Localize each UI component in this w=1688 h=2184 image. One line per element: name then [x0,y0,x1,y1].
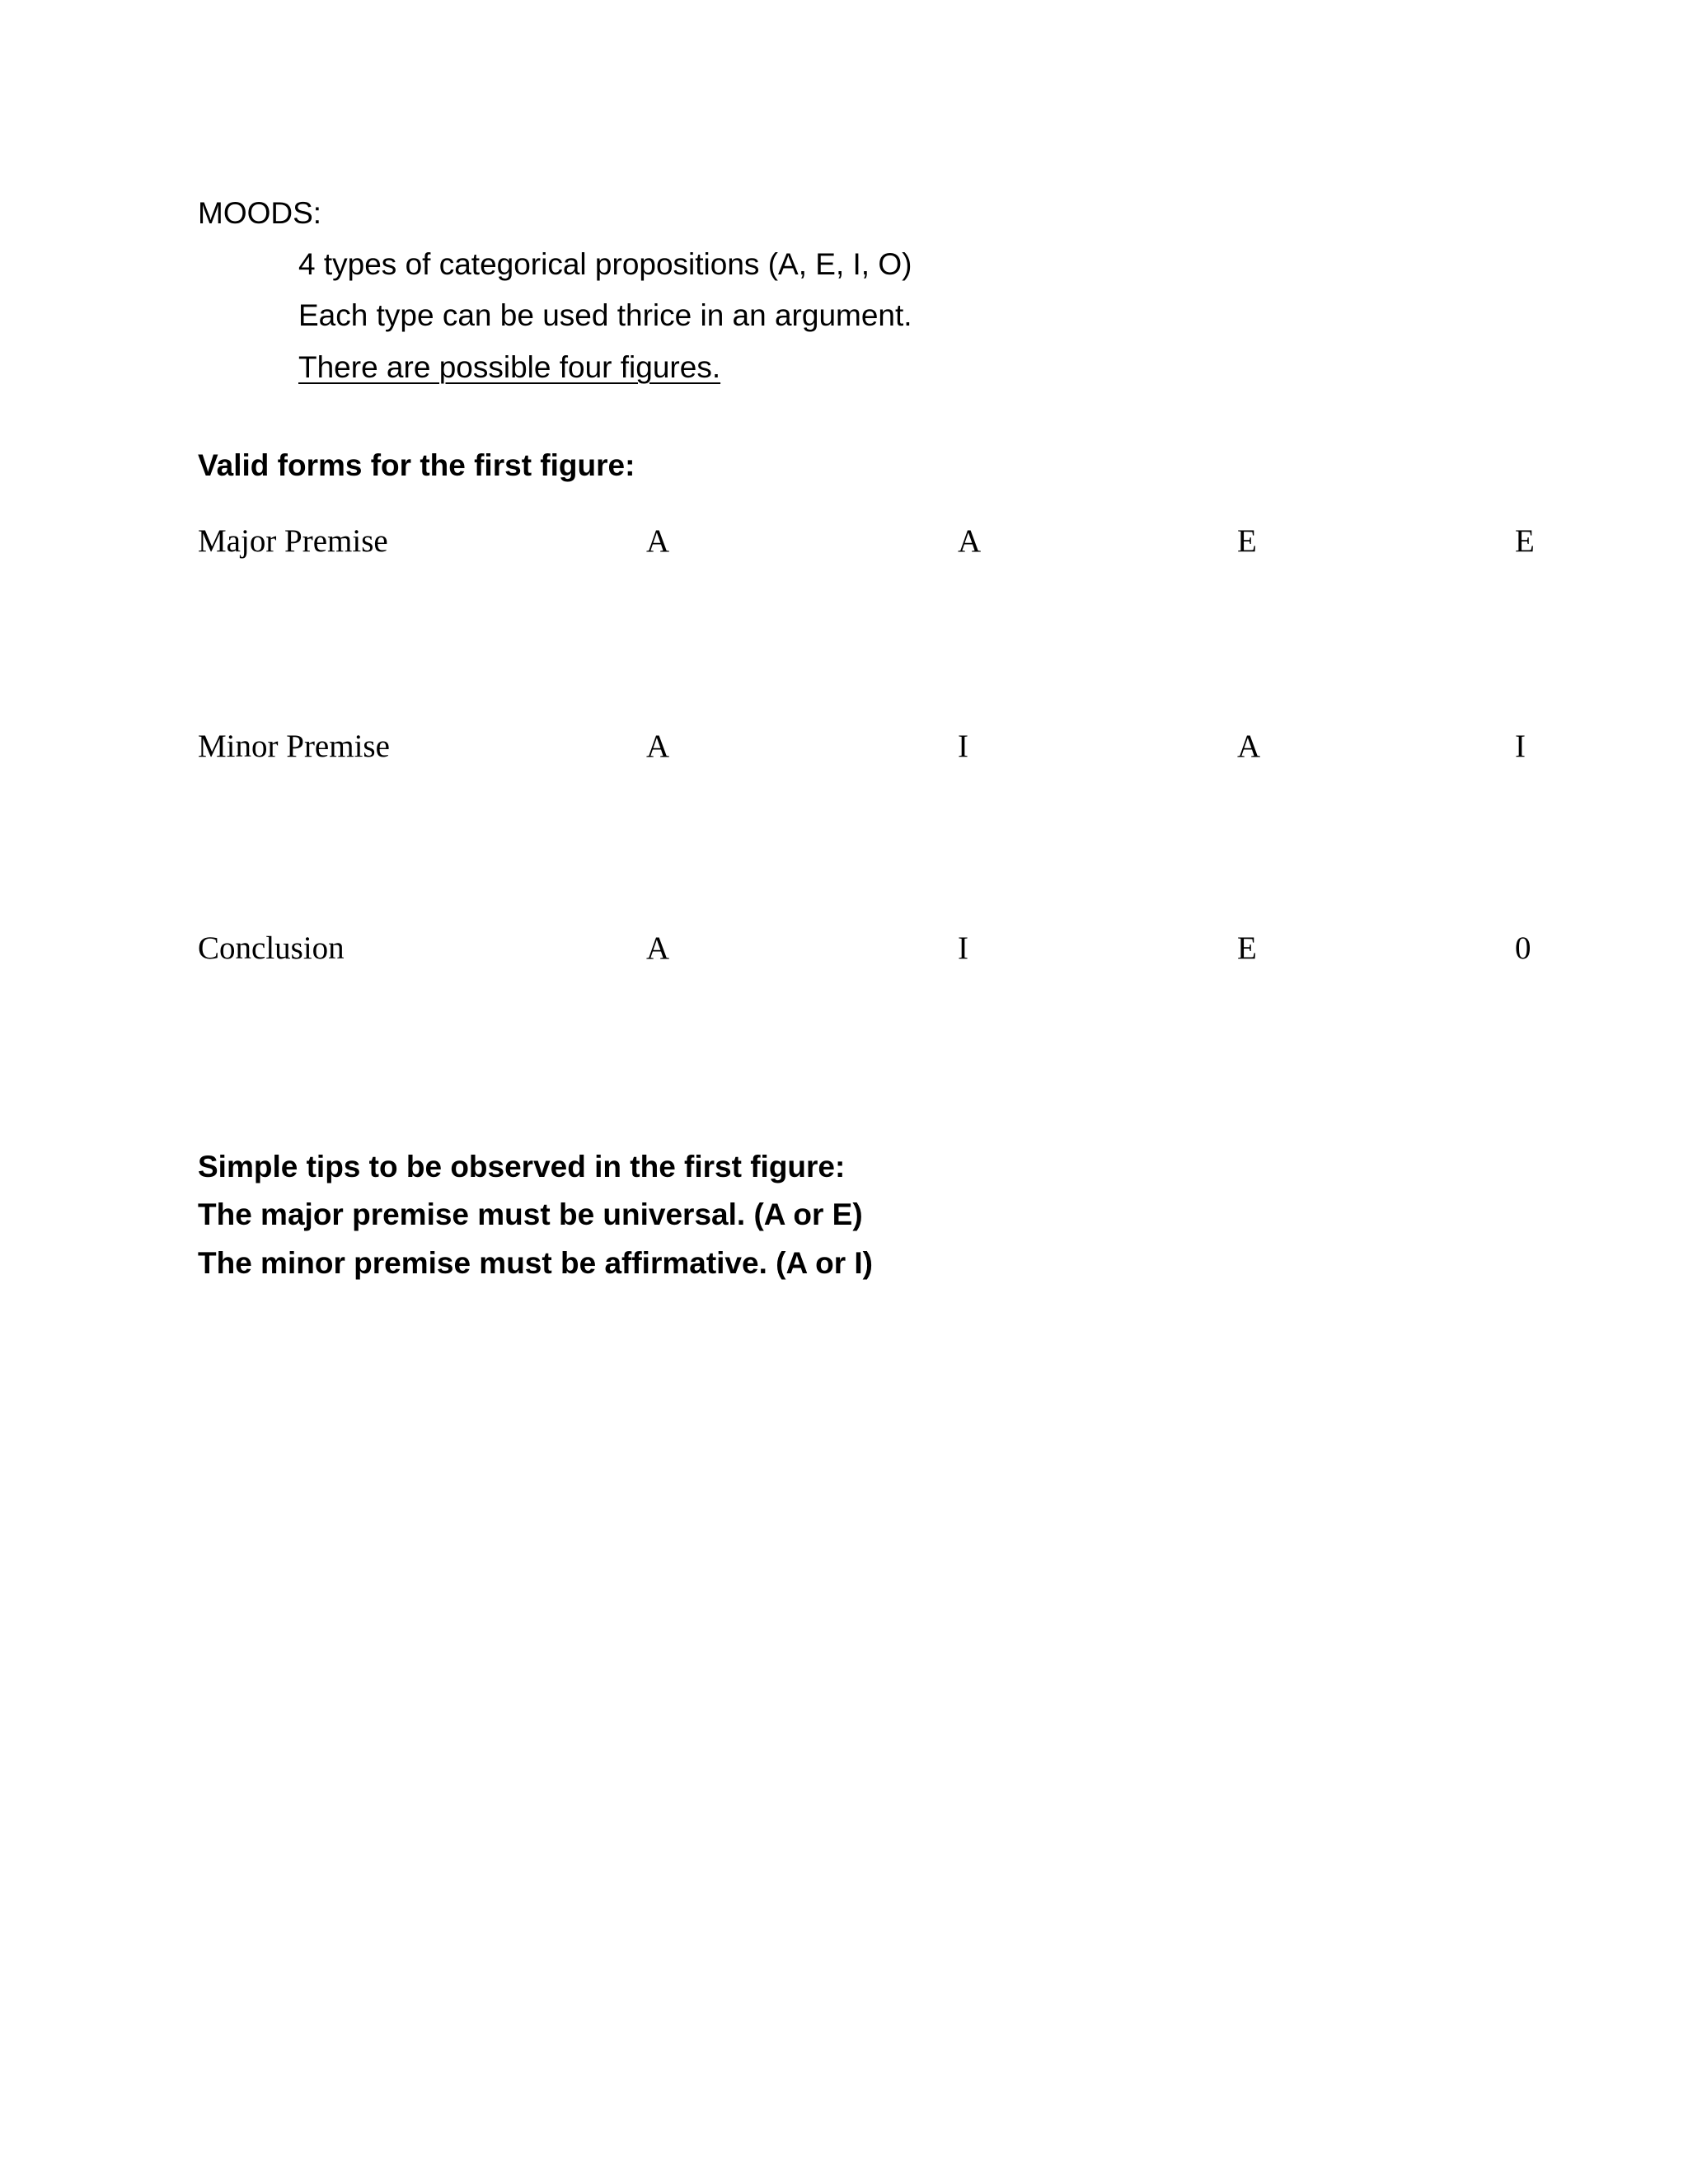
moods-line-figures: There are possible four figures. [298,350,721,384]
moods-line-types: 4 types of categorical propositions (A, E, I, O) [298,247,912,281]
table-cell: I [958,729,968,764]
moods-heading: MOODS: [198,196,322,230]
table-cell: I [958,930,968,966]
moods-line-thrice: Each type can be used thrice in an argument. [298,298,912,332]
table-cell: A [646,930,670,966]
table-cell: A [1237,729,1261,764]
table-cell: E [1237,523,1257,559]
table-cell: E [1237,930,1257,966]
table-cell: A [958,523,982,559]
table-cell: A [646,523,670,559]
table-cell: 0 [1515,930,1531,966]
valid-forms-heading: Valid forms for the first figure: [198,448,635,482]
row-label: Conclusion [198,930,345,966]
tip-minor-premise: The minor premise must be affirmative. (A or I) [198,1246,873,1280]
row-label: Minor Premise [198,729,390,764]
table-cell: E [1515,523,1535,559]
table-cell: A [646,729,670,764]
table-cell: I [1515,729,1526,764]
row-label: Major Premise [198,523,388,559]
tip-major-premise: The major premise must be universal. (A or E) [198,1197,863,1231]
tips-heading: Simple tips to be observed in the first figure: [198,1150,846,1183]
